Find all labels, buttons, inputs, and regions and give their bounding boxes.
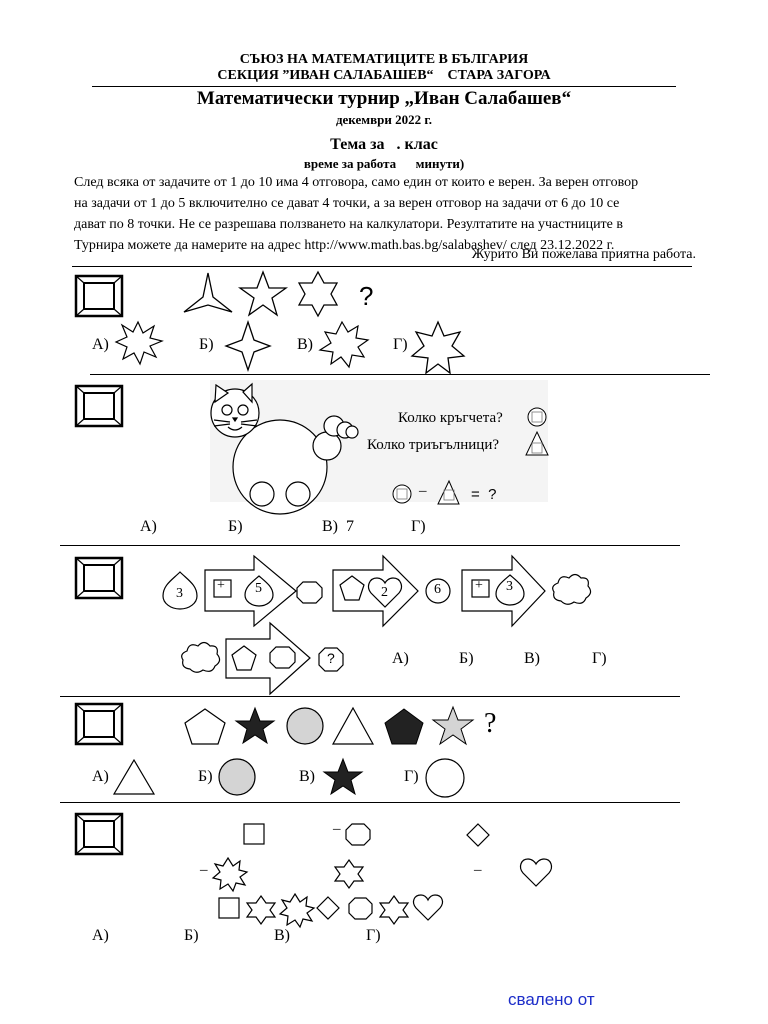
option-d-label[interactable]: Г): [411, 518, 426, 535]
instructions-line-4: Турнира можете да намерите на адрес http://www.math.bas.bg/salabashev/ след 23.12.2022 г.: [74, 238, 615, 253]
option-c-label[interactable]: В): [524, 650, 540, 667]
square-icon: [219, 898, 239, 918]
unknown-mark: ?: [327, 650, 335, 666]
option-c-label[interactable]: В) 7: [322, 518, 354, 535]
option-d-label[interactable]: Г): [592, 650, 607, 667]
page-title: Математически турнир „Иван Салабашев“: [196, 88, 572, 109]
question-triangles: Колко триъгълници?: [367, 437, 500, 453]
option-a-label[interactable]: А): [392, 650, 409, 667]
heart-icon: [414, 895, 443, 920]
diamond-icon: [317, 897, 339, 919]
option-a-label[interactable]: А): [92, 927, 109, 944]
option-b-label[interactable]: Б): [184, 927, 199, 944]
minus-sign: –: [474, 862, 482, 878]
question-mark: ?: [484, 708, 497, 739]
question-mark: ?: [359, 281, 374, 311]
plus-sign: +: [475, 578, 483, 593]
instructions-line-3: дават по 8 точки. Не се разрешава ползването на калкулатори. Резултатите на участниците в: [74, 217, 624, 232]
work-time: време за работа минути): [303, 156, 465, 171]
org-name: СЪЮЗ НА МАТЕМАТИЦИТЕ В БЪЛГАРИЯ: [239, 52, 529, 67]
minus-sign: –: [200, 862, 208, 878]
heart-icon: [521, 859, 552, 886]
instructions-line-1: След всяка от задачите от 1 до 10 има 4 отговора, само един от които е верен. За верен отговор: [74, 175, 639, 190]
octagon-icon: [349, 898, 372, 919]
drop-number: 3: [176, 586, 183, 601]
circle-number: 6: [434, 582, 441, 597]
option-d-label[interactable]: Г): [393, 336, 408, 353]
six-point-star-icon: [335, 860, 363, 888]
downloaded-from-text: свалено от: [508, 990, 595, 1009]
minus-sign: –: [419, 483, 427, 499]
option-a-label[interactable]: А): [140, 518, 157, 535]
option-c-label[interactable]: В): [297, 336, 313, 353]
drop-number: 5: [255, 581, 262, 596]
option-c-label[interactable]: В): [299, 768, 315, 785]
equals-question: = ?: [471, 486, 497, 503]
option-b-label[interactable]: Б): [199, 336, 214, 353]
option-a-label[interactable]: А): [92, 768, 109, 785]
option-d-label[interactable]: Г): [366, 927, 381, 944]
six-point-star-icon: [380, 896, 408, 924]
option-b-label[interactable]: Б): [459, 650, 474, 667]
question-circles: Колко кръгчета?: [398, 410, 503, 426]
date: декември 2022 г.: [335, 112, 433, 127]
diamond-icon: [467, 824, 489, 846]
theme-class: Тема за . клас: [330, 136, 438, 153]
section-name: СЕКЦИЯ ”ИВАН САЛАБАШЕВ“ СТАРА ЗАГОРА: [217, 68, 551, 83]
option-b-label[interactable]: Б): [198, 768, 213, 785]
minus-sign: –: [333, 821, 341, 837]
six-point-star-icon: [247, 896, 275, 924]
option-c-label[interactable]: В): [274, 927, 290, 944]
heart-number: 2: [381, 585, 388, 600]
spiky-burst-icon: [280, 894, 314, 927]
wish-text: Журито Ви пожелава приятна работа.: [471, 247, 696, 262]
option-b-label[interactable]: Б): [228, 518, 243, 535]
octagon-icon: [346, 824, 370, 845]
option-a-label[interactable]: А): [92, 336, 109, 353]
instructions-line-2: на задачи от 1 до 5 включително се дават 4 точки, а за верен отговор на задачи от 6 до 10 се: [74, 196, 620, 211]
plus-sign: +: [217, 578, 225, 593]
drop-number: 3: [506, 579, 513, 594]
option-d-label[interactable]: Г): [404, 768, 419, 785]
spiky-burst-icon: [213, 858, 247, 891]
square-icon: [244, 824, 264, 844]
